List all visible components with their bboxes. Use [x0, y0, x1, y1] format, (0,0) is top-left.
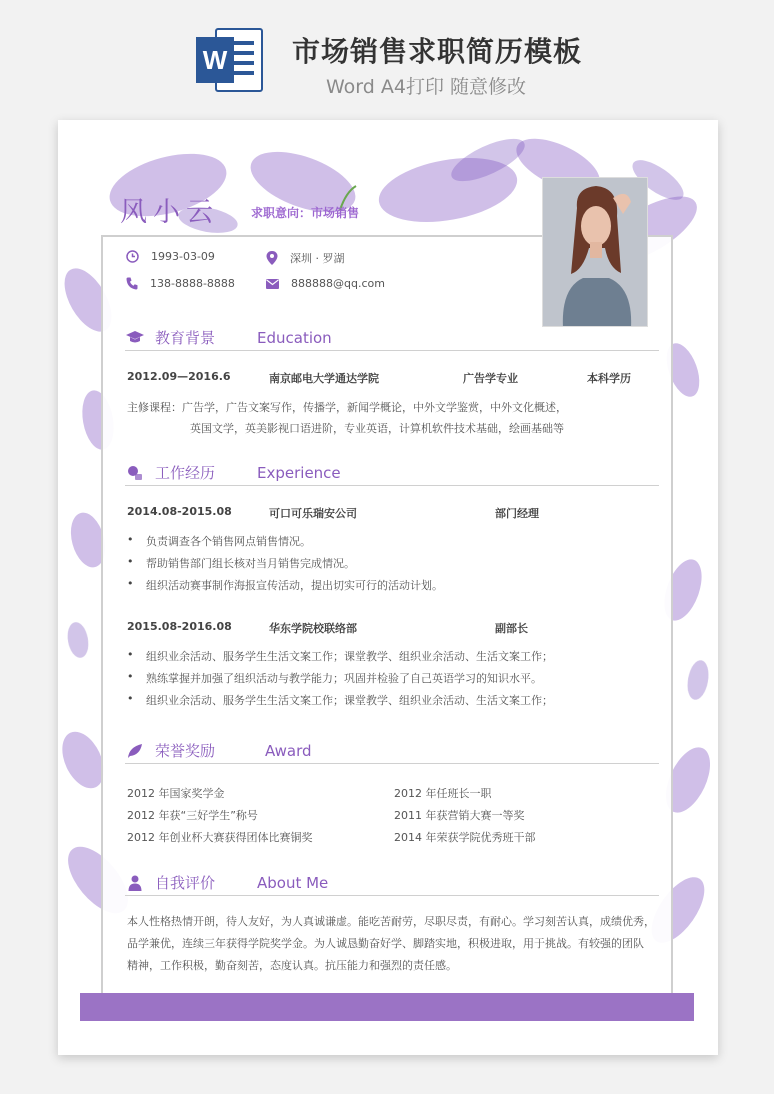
education-school: 南京邮电大学通达学院 — [269, 372, 379, 385]
email-address: 888888@qq.com — [291, 277, 385, 290]
email-info — [266, 277, 385, 290]
banner-title: 市场销售求职简历模板 — [292, 35, 583, 68]
award-item: 2012 年国家奖学金 — [127, 787, 225, 800]
location-info — [266, 250, 345, 266]
experience-title-cn: 工作经历 — [155, 464, 216, 482]
job-2-bullet: • 组织业余活动、服务学生生活文案工作；课堂教学、组织业余活动、生活文案工作； — [146, 648, 553, 664]
bottom-color-bar — [80, 993, 694, 1021]
self-title-en: About Me — [257, 873, 329, 892]
phone-icon — [126, 277, 138, 290]
envelope-icon — [266, 279, 279, 289]
job-1-bullet: • 组织活动赛事制作海报宣传活动，提出切实可行的活动计划。 — [146, 577, 443, 593]
education-title-cn: 教育背景 — [155, 329, 216, 347]
job-2-bullet: • 熟练掌握并加强了组织活动与教学能力；巩固并检验了自己英语学习的知识水平。 — [146, 670, 542, 686]
banner-subtitle: Word A4打印 随意修改 — [326, 76, 527, 98]
profile-photo — [542, 177, 648, 327]
award-item: 2011 年获营销大赛一等奖 — [394, 809, 525, 822]
job-1-company: 可口可乐瑞安公司 — [269, 507, 357, 520]
phone-info — [126, 277, 235, 290]
banner — [0, 0, 774, 118]
education-period: 2012.09—2016.6 — [127, 370, 231, 383]
job-1-position: 部门经理 — [495, 507, 539, 520]
candidate-name: 风小云 — [120, 197, 219, 228]
job-2-period: 2015.08-2016.08 — [127, 620, 232, 633]
job-1-bullet: • 帮助销售部门组长核对当月销售完成情况。 — [146, 555, 355, 571]
award-item: 2014 年荣获学院优秀班干部 — [394, 831, 536, 844]
location-pin-icon — [266, 251, 278, 265]
awards-title-cn: 荣誉奖励 — [155, 742, 216, 760]
education-degree: 本科学历 — [587, 372, 631, 385]
birth-date: 1993-03-09 — [151, 250, 215, 263]
experience-header — [125, 460, 659, 486]
awards-header — [125, 738, 659, 764]
word-icon-letter: W — [202, 45, 228, 75]
briefcase-icon — [125, 463, 145, 483]
self-line: 品学兼优，连续三年获得学院奖学金。为人诚恳勤奋好学、脚踏实地，积极进取，用于挑战。有较强的团队 — [127, 937, 644, 950]
courses-line-2: 英国文学，英美影视口语进阶，专业英语，计算机软件技术基础，绘画基础等 — [190, 422, 564, 435]
job-1-period: 2014.08-2015.08 — [127, 505, 232, 518]
job-2-bullet: • 组织业余活动、服务学生生活文案工作；课堂教学、组织业余活动、生活文案工作； — [146, 692, 553, 708]
leaf-icon — [125, 741, 145, 761]
self-line: 精神，工作积极，勤奋刻苦，态度认真。抗压能力和强烈的责任感。 — [127, 959, 457, 972]
person-icon — [125, 873, 145, 893]
award-item: 2012 年任班长一职 — [394, 787, 492, 800]
education-header — [125, 325, 659, 351]
resume-page — [58, 120, 718, 1055]
self-evaluation-text — [127, 911, 661, 977]
location: 深圳 · 罗湖 — [290, 252, 345, 265]
job-2-company: 华东学院校联络部 — [269, 622, 357, 635]
phone-number: 138-8888-8888 — [150, 277, 235, 290]
award-item: 2012 年创业杯大赛获得团体比赛铜奖 — [127, 831, 313, 844]
self-evaluation-header — [125, 870, 659, 896]
self-line: 本人性格热情开朗，待人友好，为人真诚谦虚。能吃苦耐劳，尽职尽责，有耐心。学习刻苦认真，成绩优秀， — [127, 915, 655, 928]
clock-icon — [126, 250, 139, 263]
experience-title-en: Experience — [257, 463, 341, 482]
education-title-en: Education — [257, 328, 332, 347]
courses-line-1: 主修课程：广告学，广告文案写作，传播学，新闻学概论，中外文学鉴赏，中外文化概述， — [127, 401, 567, 414]
education-major: 广告学专业 — [463, 372, 518, 385]
award-item: 2012 年获“三好学生”称号 — [127, 809, 258, 822]
word-icon — [194, 25, 264, 95]
job-1-bullet: • 负责调查各个销售网点销售情况。 — [146, 533, 311, 549]
graduation-cap-icon — [125, 328, 145, 348]
birth-info — [126, 250, 215, 263]
awards-title-en: Award — [265, 741, 312, 760]
job-2-position: 副部长 — [495, 622, 528, 635]
self-title-cn: 自我评价 — [155, 874, 216, 892]
job-intent: 求职意向：市场销售 — [251, 206, 360, 220]
